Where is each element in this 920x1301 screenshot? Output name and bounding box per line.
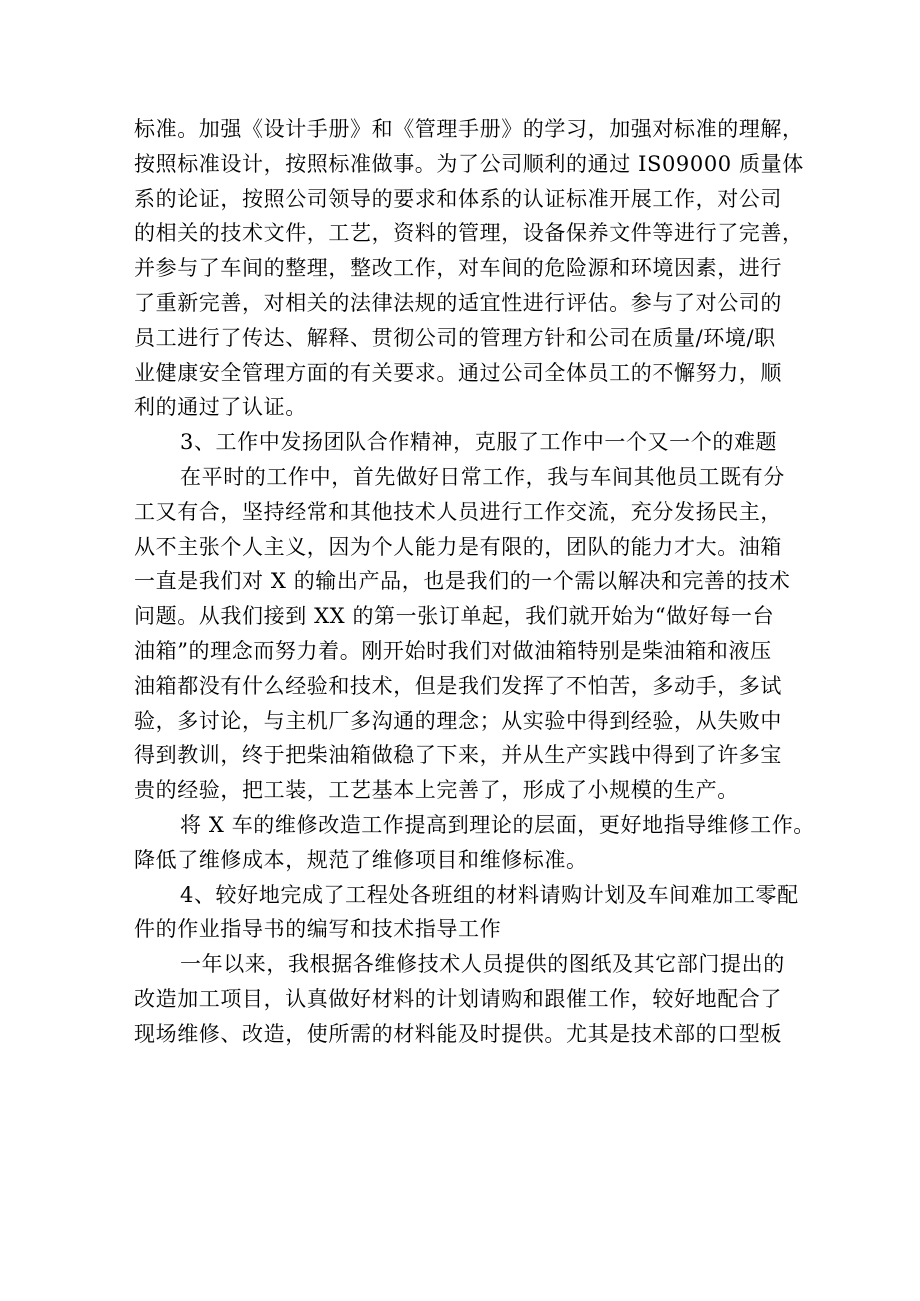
text-line: 降低了维修成本，规范了维修项目和维修标准。 xyxy=(134,847,588,872)
section-heading: 件的作业指导书的编写和技术指导工作 xyxy=(134,917,502,942)
text-line: 在平时的工作中，首先做好日常工作，我与车间其他员工既有分 xyxy=(180,464,785,489)
text-line: 系的论证，按照公司领导的要求和体系的认证标准开展工作，对公司 xyxy=(134,186,782,211)
text-line: 业健康安全管理方面的有关要求。通过公司全体员工的不懈努力，顺 xyxy=(134,360,782,385)
text-line: 改造加工项目，认真做好材料的计划请购和跟催工作，较好地配合了 xyxy=(134,986,782,1011)
section-heading: 3、工作中发扬团队合作精神，克服了工作中一个又一个的难题 xyxy=(180,430,778,455)
text-line: 油箱都没有什么经验和技术，但是我们发挥了不怕苦，多动手，多试 xyxy=(134,673,782,698)
text-line: 利的通过了认证。 xyxy=(134,395,307,420)
text-line: 贵的经验，把工装，工艺基本上完善了，形成了小规模的生产。 xyxy=(134,778,739,803)
text-line: 标准。加强《设计手册》和《管理手册》的学习，加强对标准的理解， xyxy=(134,117,804,141)
text-line: 得到教训，终于把柴油箱做稳了下来，并从生产实践中得到了许多宝 xyxy=(134,743,782,768)
text-line: 了重新完善，对相关的法律法规的适宜性进行评估。参与了对公司的 xyxy=(134,290,782,315)
text-line: 并参与了车间的整理，整改工作，对车间的危险源和环境因素，进行 xyxy=(134,256,782,281)
text-line: 油箱”的理念而努力着。刚开始时我们对做油箱特别是柴油箱和液压 xyxy=(134,638,772,663)
text-line: 的相关的技术文件，工艺，资料的管理，设备保养文件等进行了完善， xyxy=(134,221,804,246)
text-line: 员工进行了传达、解释、贯彻公司的管理方针和公司在质量/环境/职 xyxy=(134,325,776,350)
text-line: 按照标准设计，按照标准做事。为了公司顺利的通过 IS09000 质量体 xyxy=(134,151,804,176)
text-line: 现场维修、改造，使所需的材料能及时提供。尤其是技术部的口型板 xyxy=(134,1021,782,1046)
text-line: 从不主张个人主义，因为个人能力是有限的，团队的能力才大。油箱 xyxy=(134,534,782,559)
text-line: 工又有合，坚持经常和其他技术人员进行工作交流，充分发扬民主， xyxy=(134,499,782,524)
text-line: 问题。从我们接到 XX 的第一张订单起，我们就开始为“做好每一台 xyxy=(134,604,775,629)
text-line: 一年以来，我根据各维修技术人员提供的图纸及其它部门提出的 xyxy=(180,952,785,977)
text-line: 验，多讨论，与主机厂多沟通的理念；从实验中得到经验，从失败中 xyxy=(134,708,782,733)
section-heading: 4、较好地完成了工程处各班组的材料请购计划及车间难加工零配 xyxy=(180,882,799,907)
body-text xyxy=(134,112,834,1052)
text-line: 一直是我们对 X 的输出产品，也是我们的一个需以解决和完善的技术 xyxy=(134,569,791,594)
text-line: 将 X 车的维修改造工作提高到理论的层面，更好地指导维修工作。 xyxy=(180,812,815,837)
